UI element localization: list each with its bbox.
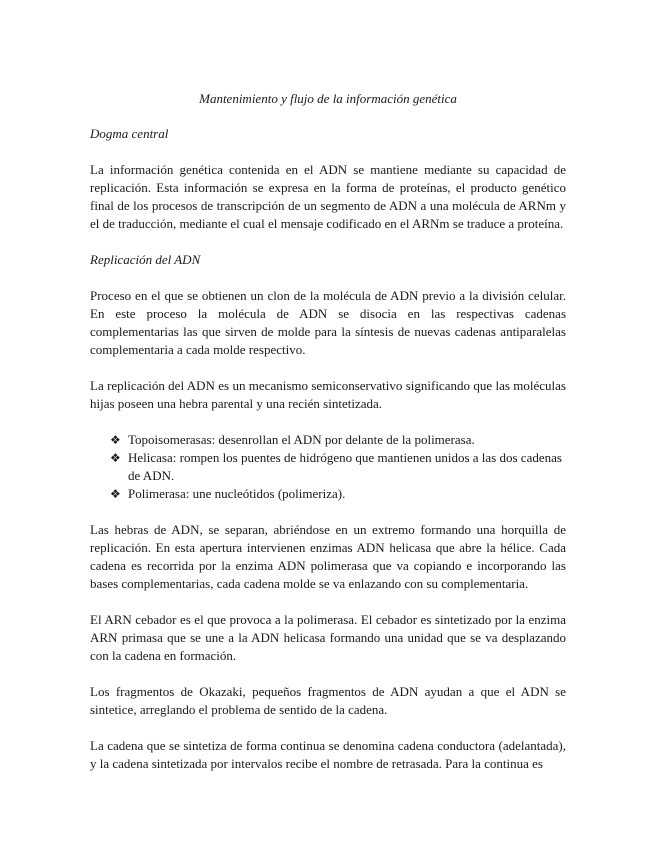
paragraph-okazaki: Los fragmentos de Okazaki, pequeños fragmentos de ADN ayudan a que el ADN se sintetice, arreglando el problema de sentido de la cadena.: [90, 684, 566, 717]
diamond-bullet-icon: ❖: [110, 433, 121, 447]
list-item: [108, 449, 566, 485]
section-heading-dogma: Dogma central: [90, 126, 169, 141]
document-body: [90, 90, 566, 773]
paragraph-cadena-conductora: La cadena que se sintetiza de forma continua se denomina cadena conductora (adelantada), y la cadena sintetizada por intervalos recibe el nombre de retrasada. Para la continua es: [90, 738, 566, 771]
list-item: [108, 431, 566, 449]
section-heading-replicacion: Replicación del ADN: [90, 252, 201, 267]
enzyme-list: [90, 431, 566, 503]
paragraph-semiconservativo: La replicación del ADN es un mecanismo semiconservativo significando que las moléculas hijas poseen una hebra parental y una recién sintetizada.: [90, 378, 566, 411]
paragraph-replicacion-definition: Proceso en el que se obtienen un clon de la molécula de ADN previo a la división celular. En este proceso la molécula de ADN se disocia en las respectivas cadenas complementarias las que sirven de molde para la síntesis de nuevas cadenas antiparalelas complementaria a cada molde respectivo.: [90, 288, 566, 357]
paragraph-dogma: La información genética contenida en el ADN se mantiene mediante su capacidad de replicación. Esta información se expresa en la forma de proteínas, el producto genético final de los procesos de transcripción de un segmento de ADN a una molécula de ARNm y el de traducción, mediante el cual el mensaje codificado en el ARNm se traduce a proteína.: [90, 162, 566, 231]
document-title: Mantenimiento y flujo de la información genética: [199, 91, 457, 106]
diamond-bullet-icon: ❖: [110, 451, 121, 465]
list-item: [108, 485, 566, 503]
list-item-text: Topoisomerasas: desenrollan el ADN por delante de la polimerasa.: [128, 432, 475, 447]
paragraph-arn-cebador: El ARN cebador es el que provoca a la polimerasa. El cebador es sintetizado por la enzima ARN primasa que se une a la ADN helicasa formando una unidad que se va desplazando con la cadena en formación.: [90, 612, 566, 663]
paragraph-horquilla: Las hebras de ADN, se separan, abriéndose en un extremo formando una horquilla de replicación. En esta apertura intervienen enzimas ADN helicasa que abre la hélice. Cada cadena es recorrida por la enzima ADN polimerasa que va copiando e incorporando las bases complementarias, cada cadena molde se va enlazando con su complementaria.: [90, 522, 566, 591]
list-item-text: Polimerasa: une nucleótidos (polimeriza).: [128, 486, 346, 501]
list-item-text: Helicasa: rompen los puentes de hidrógeno que mantienen unidos a las dos cadenas de ADN.: [128, 450, 562, 483]
diamond-bullet-icon: ❖: [110, 487, 121, 501]
